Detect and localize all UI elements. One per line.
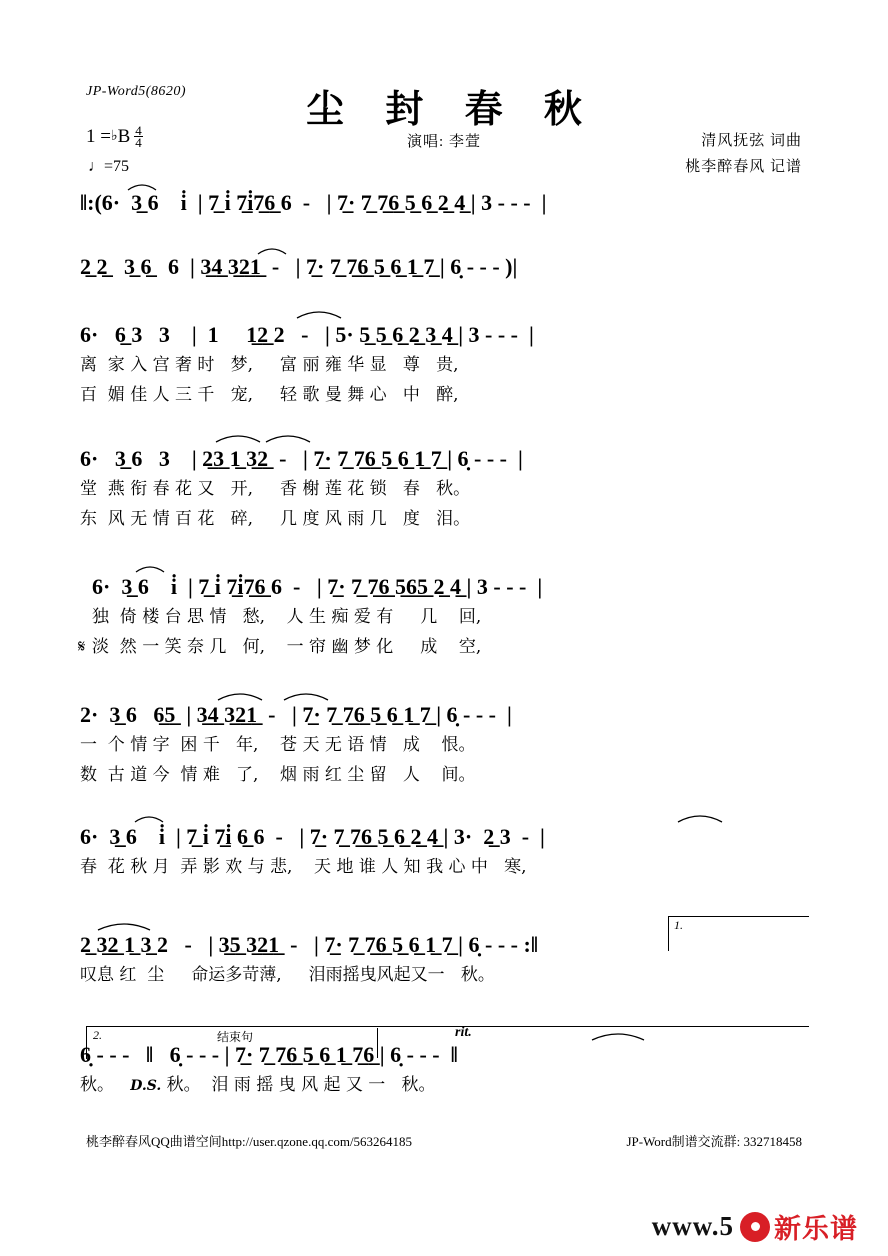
coda-label: 结束句	[217, 1030, 254, 1044]
ending-lyric-row	[80, 1070, 808, 1101]
time-signature-numerator: 4	[135, 123, 142, 139]
system-ending	[80, 1040, 808, 1101]
lyric-row-1: 堂 燕 衔 春 花 又 开, 香 榭 莲 花 锁 春 秋。	[80, 479, 471, 499]
note-row: 6̣ - - - ‖ 6̣ - - - | 7̲· 7̲ 7̲6̲ 5̲ 6̲ 1̲ 7̲6̲ | 6̣ - - - ‖	[80, 1042, 458, 1067]
lyric-row-1: 离 家 入 宫 奢 时 梦, 富 丽 雍 华 显 尊 贵,	[80, 355, 459, 375]
lyric-row-1: 春 花 秋 月 弄 影 欢 与 悲, 天 地 谁 人 知 我 心 中 寒,	[80, 857, 527, 877]
second-ending-label: 2.	[93, 1028, 102, 1042]
key-label: 1 =	[86, 126, 111, 147]
ending-notes-b: 6̣ - - -	[169, 1042, 220, 1067]
credit-line-composer: 清风抚弦 词曲	[701, 133, 802, 149]
ds-label: D.S.	[130, 1078, 162, 1094]
system-verse-3	[92, 572, 820, 662]
note-row: ‖:(6· 3̲ 6 i̇ | 7̲ i̇ 7̲i̇7̲6̲ 6 - | 7̲· 7̲ 7̲6̲ 5̲ 6̲ 2̲ 4̲ | 3 - - - |	[80, 190, 547, 215]
tempo-marking: ♩=75	[88, 158, 130, 175]
note-row: 6· 3̲ 6 i̇ | 7̲ i̇ 7̲i̇7̲6̲ 6 - | 7̲· 7̲ 7̲6̲ 5̲6̲5̲ 2̲ 4̲ | 3 - - - |	[92, 574, 543, 599]
system-verse-6	[80, 930, 808, 990]
singer-label: 演唱: 李萱	[407, 134, 481, 150]
lyric-row-2: 数 古 道 今 情 难 了, 烟 雨 红 尘 留 人 间。	[80, 765, 476, 785]
watermark	[652, 1207, 858, 1246]
footer-right-text: JP-Word制谱交流群: 332718458	[626, 1134, 802, 1149]
system-intro-2	[80, 252, 808, 282]
credit-line-transcriber: 桃李醉春风 记谱	[685, 159, 802, 175]
note-row: 2· 3̲ 6 6̲5̲ | 3̲4̲ 3̲2̲1̲ - | 7̲· 7̲ 7̲6̲ 5̲ 6̲ 1̲ 7̲ | 6̣ - - - |	[80, 702, 512, 727]
document-code: JP-Word5(8620)	[86, 84, 187, 99]
watermark-brand: 新乐谱	[774, 1214, 858, 1245]
watermark-logo	[740, 1207, 858, 1246]
ending-lyric-a: 秋。	[80, 1075, 114, 1095]
lyric-row-2: 百 媚 佳 人 三 千 宠, 轻 歌 曼 舞 心 中 醉,	[80, 385, 459, 405]
lyric-row-1: 叹息 红 尘 命运多苛薄, 泪雨摇曳风起又一 秋。	[80, 965, 495, 985]
ending-lyric-c: 泪 雨 摇 曳 风 起 又 一 秋。	[211, 1075, 436, 1095]
ending-notes-a: 6̣ - - -	[80, 1042, 130, 1067]
system-intro-1	[80, 188, 808, 218]
note-row: 6· 6̲ 3 3 | 1 1̲2̲ 2 - | 5· 5̲ 5̲ 6̲ 2̲ 3̲ 4̲ | 3 - - - |	[80, 322, 534, 347]
segno-icon: 𝄋	[78, 637, 86, 656]
time-signature-denominator: 4	[135, 135, 142, 151]
time-signature	[134, 123, 143, 151]
lyric-row-1: 独 倚 楼 台 思 情 愁, 人 生 痴 爱 有 几 回,	[92, 607, 482, 627]
ending-lyric-b: 秋。	[166, 1075, 201, 1095]
lyric-row-1: 一 个 情 字 困 千 年, 苍 天 无 语 情 成 恨。	[80, 735, 476, 755]
system-verse-5	[80, 822, 808, 882]
flat-icon: ♭	[110, 129, 118, 144]
note-row: 2̲ 2̲ 3̲ 6̲ 6 | 3̲4̲ 3̲2̲1̲ - | 7̲· 7̲ 7̲6̲ 5̲ 6̲ 1̲ 7̲ | 6̣ - - - )|	[80, 254, 518, 279]
key-signature	[86, 123, 143, 151]
ending-notes-c: 7̲· 7̲ 7̲6̲ 5̲ 6̲ 1̲ 7̲6̲ | 6̣ - - - ‖	[234, 1042, 458, 1067]
note-row: 6· 3̲ 6 3 | 2̲3̲ 1̲ 3̲2̲ - | 7̲· 7̲ 7̲6̲ 5̲ 6̲ 1̲ 7̲ | 6̣ - - - |	[80, 446, 523, 471]
watermark-url: www.5	[651, 1211, 734, 1241]
lyric-row-2: 东 风 无 情 百 花 碎, 几 度 风 雨 几 度 泪。	[80, 509, 471, 529]
disc-icon	[740, 1212, 770, 1242]
first-ending-label: 1.	[674, 918, 683, 932]
key-name: B	[117, 126, 131, 147]
rit-label: rit.	[455, 1025, 472, 1040]
footer-left-text: 桃李醉春风QQ曲谱空间http://user.qzone.qq.com/563264185	[86, 1134, 413, 1149]
lyric-row-2: 淡 然 一 笑 奈 几 何, 一 帘 幽 梦 化 成 空,	[92, 637, 482, 657]
note-row: 6· 3̲ 6 i̇ | 7̲ i̇ 7̲i̇ 6̲ 6 - | 7̲· 7̲ 7̲6̲ 5̲ 6̲ 2̲ 4̲ | 3· 2̲ 3 - |	[80, 824, 545, 849]
system-verse-1	[80, 320, 808, 410]
page-title: 尘 封 春 秋	[306, 86, 596, 131]
system-verse-2	[80, 444, 808, 534]
system-verse-4	[80, 700, 808, 790]
credits	[685, 128, 802, 180]
note-row: 2̲ 3̲2̲ 1̲ 3̲ 2 - | 3̲5̲ 3̲2̲1̲ - | 7̲· 7̲ 7̲6̲ 5̲ 6̲ 1̲ 7̲ | 6̣ - - - :‖	[80, 932, 538, 957]
